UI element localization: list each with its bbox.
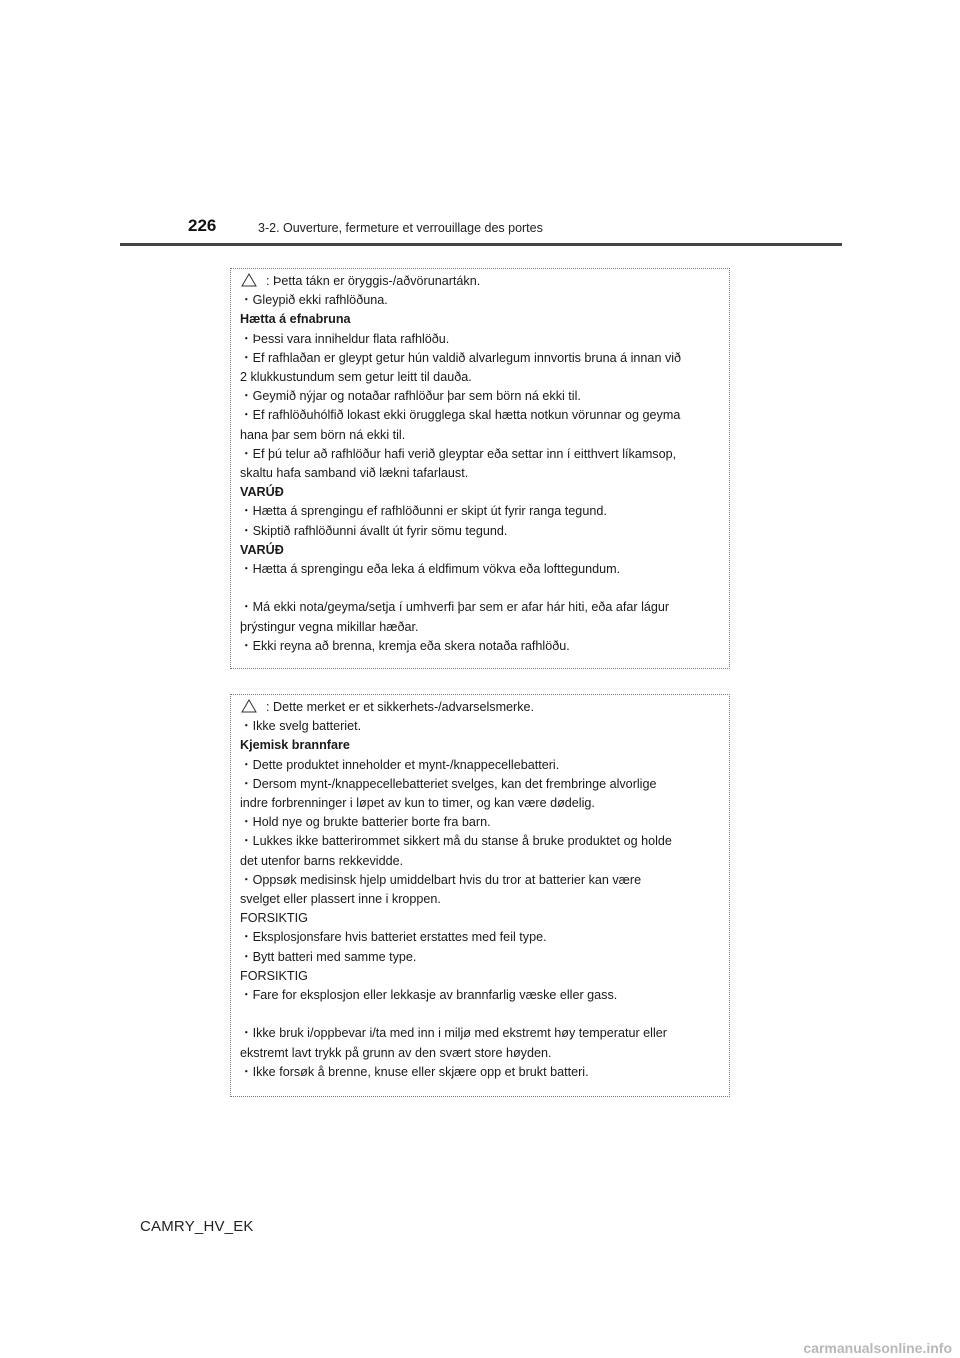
warning-intro-text: : Þetta tákn er öryggis-/aðvörunartákn. bbox=[266, 274, 481, 288]
warning-line: indre forbrenninger i løpet av kun to timer, og kan være dødelig. bbox=[240, 796, 595, 811]
header-divider bbox=[120, 243, 842, 246]
warning-line: ・Eksplosjonsfare hvis batteriet erstattes med feil type. bbox=[240, 930, 547, 945]
warning-line bbox=[240, 1005, 721, 1024]
warning-line: ・Dette produktet inneholder et mynt-/knappecellebatteri. bbox=[240, 757, 560, 772]
warning-line: ・Fare for eksplosjon eller lekkasje av brannfarlig væske eller gass. bbox=[240, 988, 618, 1003]
warning-line: ・Bytt batteri med samme type. bbox=[240, 949, 417, 964]
warning-line: ・Ikke forsøk å brenne, knuse eller skjære opp et brukt batteri. bbox=[240, 1064, 589, 1079]
warning-line: ・Ef þú telur að rafhlöður hafi verið gleyptar eða settar inn í eitthvert líkamsop, bbox=[240, 446, 677, 461]
warning-line: ・Ef rafhlaðan er gleypt getur hún valdið alvarlegum innvortis bruna á innan við bbox=[240, 350, 682, 365]
warning-line: ・Ekki reyna að brenna, kremja eða skera notaða rafhlöðu. bbox=[240, 638, 570, 653]
watermark: carmanualsonline.info bbox=[803, 1340, 952, 1356]
warning-heading: Kjemisk brannfare bbox=[240, 738, 350, 753]
warning-intro-line bbox=[240, 698, 721, 717]
warning-line: ekstremt lavt trykk på grunn av den svært store høyden. bbox=[240, 1045, 552, 1060]
warning-lines bbox=[240, 717, 721, 1082]
warning-line: ・Skiptið rafhlöðunni ávallt út fyrir sömu tegund. bbox=[240, 523, 508, 538]
icelandic-warning-box bbox=[230, 268, 730, 669]
warning-line: þrýstingur vegna mikillar hæðar. bbox=[240, 619, 419, 634]
warning-line: ・Oppsøk medisinsk hjelp umiddelbart hvis du tror at batterier kan være bbox=[240, 872, 642, 887]
warning-line: ・Ikke svelg batteriet. bbox=[240, 719, 362, 734]
warning-line: hana þar sem börn ná ekki til. bbox=[240, 427, 406, 442]
warning-intro-text: : Dette merket er et sikkerhets-/advarselsmerke. bbox=[266, 700, 535, 714]
warning-triangle-icon bbox=[241, 273, 257, 287]
warning-line: ・Hætta á sprengingu eða leka á eldfimum vökva eða lofttegundum. bbox=[240, 562, 621, 577]
warning-line: svelget eller plassert inne i kroppen. bbox=[240, 892, 441, 907]
warning-line: ・Ef rafhlöðuhólfið lokast ekki örugglega skal hætta notkun vörunnar og geyma bbox=[240, 408, 681, 423]
norwegian-warning-box bbox=[230, 694, 730, 1097]
warning-line bbox=[240, 579, 721, 598]
warning-line: FORSIKTIG bbox=[240, 968, 308, 983]
warning-lines bbox=[240, 291, 721, 656]
warning-line: det utenfor barns rekkevidde. bbox=[240, 853, 404, 868]
warning-line: ・Þessi vara inniheldur flata rafhlöðu. bbox=[240, 331, 450, 346]
warning-line: ・Gleypið ekki rafhlöðuna. bbox=[240, 293, 388, 308]
warning-line: ・Geymið nýjar og notaðar rafhlöður þar sem börn ná ekki til. bbox=[240, 389, 581, 404]
warning-line: ・Hold nye og brukte batterier borte fra barn. bbox=[240, 815, 491, 830]
warning-heading: Hætta á efnabruna bbox=[240, 312, 351, 327]
warning-line: ・Lukkes ikke batterirommet sikkert må du stanse å bruke produktet og holde bbox=[240, 834, 672, 849]
warning-line: ・Dersom mynt-/knappecellebatteriet svelges, kan det frembringe alvorlige bbox=[240, 776, 657, 791]
warning-line: ・Má ekki nota/geyma/setja í umhverfi þar sem er afar hár hiti, eða afar lágur bbox=[240, 600, 670, 615]
warning-intro-line bbox=[240, 272, 721, 291]
page-number: 226 bbox=[188, 216, 217, 235]
model-code: CAMRY_HV_EK bbox=[140, 1218, 254, 1235]
warning-triangle-icon bbox=[241, 699, 257, 713]
warning-line: skaltu hafa samband við lækni tafarlaust. bbox=[240, 466, 469, 481]
warning-line: FORSIKTIG bbox=[240, 911, 308, 926]
warning-heading: VARÚÐ bbox=[240, 542, 284, 557]
warning-line: ・Hætta á sprengingu ef rafhlöðunni er skipt út fyrir ranga tegund. bbox=[240, 504, 607, 519]
warning-heading: VARÚÐ bbox=[240, 485, 284, 500]
section-title: 3-2. Ouverture, fermeture et verrouillage des portes bbox=[258, 221, 543, 235]
warning-line: 2 klukkustundum sem getur leitt til dauða. bbox=[240, 370, 472, 385]
warning-line: ・Ikke bruk i/oppbevar i/ta med inn i miljø med ekstremt høy temperatur eller bbox=[240, 1026, 667, 1041]
